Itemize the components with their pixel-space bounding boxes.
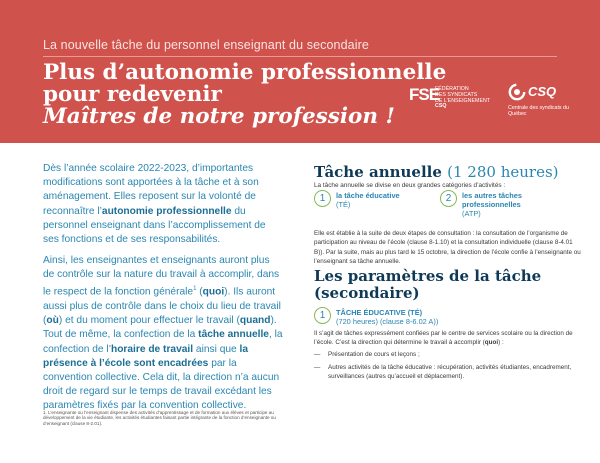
parameters-heading	[314, 268, 541, 302]
fse-line: FÉDÉRATION	[435, 86, 469, 92]
category-name-line: les autres tâches	[462, 191, 522, 200]
page-title	[43, 62, 446, 128]
category-name-line: professionnelles	[462, 200, 521, 209]
footnote-ref: 1	[193, 286, 197, 293]
annual-hours: (1 280 heures)	[447, 163, 559, 181]
text-run-bold: où	[46, 315, 59, 327]
fse-logo-mark: FSE	[409, 85, 440, 104]
te-heading: TÂCHE ÉDUCATIVE (TÉ)	[336, 308, 423, 317]
control-paragraph	[43, 254, 283, 414]
title-line-3: Maîtres de notre profession !	[43, 104, 395, 129]
te-paragraph	[314, 329, 584, 348]
category-abbr: (TÉ)	[336, 200, 351, 209]
text-run-bold: tâche annuelle	[198, 329, 269, 341]
bullet-dash: —	[314, 364, 321, 371]
list-item-text: Présentation de cours et leçons ;	[328, 351, 420, 358]
text-run-bold: autonomie professionnelle	[101, 205, 232, 217]
text-run: ) :	[498, 339, 504, 347]
text-run-bold: la présence à l’école sont encadrées	[43, 343, 249, 369]
list-item-text: Autres activités de la tâche éducative : récupération, activités étudiantes, encadrement, surveillances (autres qu’accueil et déplacement).	[328, 364, 572, 381]
fse-line: CSQ	[435, 103, 447, 110]
bullet-dash: —	[314, 351, 321, 358]
heading-line: Les paramètres de la tâche	[314, 267, 542, 285]
text-run: Il s’agit de tâches expressément confiées par le centre de services scolaire ou la direction de l’école. C’est la direction qui détermine le travail à accomplir (	[314, 330, 573, 347]
header-divider	[43, 56, 557, 57]
footnote: 1. L’enseignante ou l’enseignant dispense des activités d’apprentissage et de formation aux élèves et participe au développement de la vie étudiante, les activités étudiantes faisant partie intégrante de la fonction d’enseignante ou d’enseignant (clause 8-2.01).	[43, 410, 276, 426]
text-run: Dès l’année scolaire 2022-2023, d’importantes modifications sont apportées à la tâche et à son aménagement. Elles reposent sur la volonté de reconnaître l’	[43, 163, 259, 217]
text-run: Ainsi, les enseignantes et enseignants auront plus de contrôle sur la nature du travail à accomplir, dans le respect de la fonction générale	[43, 255, 280, 298]
text-run: , la confection de l’	[43, 329, 283, 355]
heading-text: Tâche annuelle	[314, 163, 442, 181]
category-abbr: (ATP)	[462, 209, 481, 218]
intro-paragraph	[43, 162, 283, 247]
te-hours: (720 heures) (clause 8-6.02 A))	[336, 317, 439, 326]
fse-line: DE L’ENSEIGNEMENT	[435, 97, 491, 104]
text-run: (	[196, 286, 203, 298]
text-run: du personnel enseignant dans l’accomplissement de ses fonctions et de ses responsabilités.	[43, 205, 266, 246]
text-run: ). Tout de même, la confection de la	[43, 315, 277, 341]
category-name: la tâche éducative	[336, 191, 400, 200]
annual-intro: La tâche annuelle se divise en deux grandes catégories d’activités :	[314, 182, 506, 189]
fse-line: DES SYNDICATS	[435, 91, 478, 98]
header-kicker: La nouvelle tâche du personnel enseignant du secondaire	[43, 38, 369, 52]
number-badge: 1	[314, 307, 331, 324]
annual-task-heading	[314, 163, 559, 181]
heading-line: (secondaire)	[314, 284, 420, 302]
title-line-2: pour redevenir	[43, 82, 222, 107]
text-run: ). Ils auront aussi plus de contrôle dans le choix du lieu de travail (	[43, 286, 281, 327]
text-run: par la convention collective. Cela dit, la direction n’a aucun droit de regard sur le temps de travail excédant les paramètres fixés par la convention collective.	[43, 357, 280, 412]
category-name	[462, 191, 522, 209]
number-badge: 1	[314, 190, 331, 207]
csq-swirl-icon	[508, 83, 526, 101]
text-run: ) et du moment pour effectuer le travail (	[58, 315, 240, 327]
text-run-bold: horaire de travail	[110, 343, 194, 355]
number-badge: 2	[440, 190, 457, 207]
text-run-bold: quoi	[202, 286, 225, 298]
csq-logo-word: CSQ	[528, 84, 557, 99]
header-banner	[0, 0, 600, 143]
consultation-paragraph: Elle est établie à la suite de deux étapes de consultation : la consultation de l’organisme de participation au niveau de l’école (clause 8-1.10) et la consultation individuelle (clause 8-4.01 B)). Par la suite, mais au plus tard le 15 octobre, la direction de l’école confie à l’enseignante ou l’enseignant sa tâche annuelle.	[314, 230, 581, 266]
csq-logo-subtitle: Centrale des syndicats du Québec	[508, 105, 569, 117]
text-run-bold: quand	[239, 315, 271, 327]
text-run: ainsi que	[193, 343, 240, 355]
title-line-1: Plus d’autonomie professionnelle	[43, 60, 447, 85]
text-run-bold: quoi	[484, 339, 499, 347]
